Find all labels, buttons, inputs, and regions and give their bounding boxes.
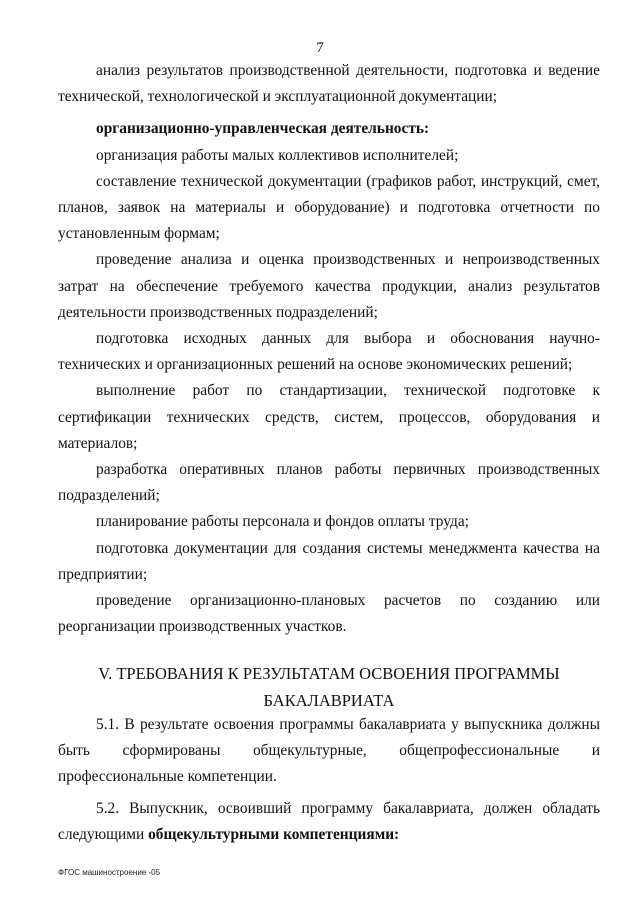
section-body	[58, 712, 600, 848]
paragraph-analysis: анализ результатов производственной деятельности, подготовка и ведение технической, технологической и эксплуатационной документации;	[58, 62, 600, 106]
main-text	[58, 58, 600, 640]
subheading-org-management: организационно-управленческая деятельность:	[96, 120, 430, 138]
page-number: 7	[316, 40, 324, 56]
section-title-line-2: БАКАЛАВРИАТА	[263, 691, 395, 710]
paragraph-5-1: 5.1. В результате освоения программы бакалавриата у выпускника должны быть сформированы общекультурные, общепрофессиональные и профессиональные компетенции.	[58, 716, 600, 785]
paragraph-org-planning: проведение организационно-плановых расчетов по созданию или реорганизации производственных участков.	[58, 592, 600, 636]
paragraph-5-2	[58, 796, 600, 848]
section-title-line-1: V. ТРЕБОВАНИЯ К РЕЗУЛЬТАТАМ ОСВОЕНИЯ ПРОГРАММЫ	[98, 664, 560, 683]
paragraph-cost-analysis: проведение анализа и оценка производственных и непроизводственных затрат на обеспечение требуемого качества продукции, анализ результатов деятельности производственных подразделений;	[58, 251, 600, 321]
paragraph-standardization: выполнение работ по стандартизации, технической подготовке к сертификации технических средств, систем, процессов, оборудования и материалов;	[58, 382, 600, 452]
paragraph-input-data: подготовка исходных данных для выбора и обоснования научно-технических и организационных решений на основе экономических решений;	[58, 330, 600, 374]
paragraph-5-2-bold: общекультурными компетенциями:	[148, 826, 400, 843]
paragraph-small-teams: организация работы малых коллективов исполнителей;	[96, 146, 459, 164]
paragraph-tech-docs: составление технической документации (графиков работ, инструкций, смет, планов, заявок на материалы и оборудование) и подготовка отчетности по установленным формам;	[58, 172, 600, 243]
footer-note: ФГОС машиностроение -05	[58, 868, 161, 877]
paragraph-operational-plans: разработка оперативных планов работы первичных производственных подразделений;	[58, 461, 600, 505]
section-title	[58, 660, 600, 714]
paragraph-5-2-text: 5.2. Выпускник, освоивший программу бакалавриата, должен обладать следующими	[58, 800, 600, 843]
paragraph-quality-docs: подготовка документации для создания системы менеджмента качества на предприятии;	[58, 539, 600, 583]
paragraph-personnel-planning: планирование работы персонала и фондов оплаты труда;	[96, 513, 469, 531]
